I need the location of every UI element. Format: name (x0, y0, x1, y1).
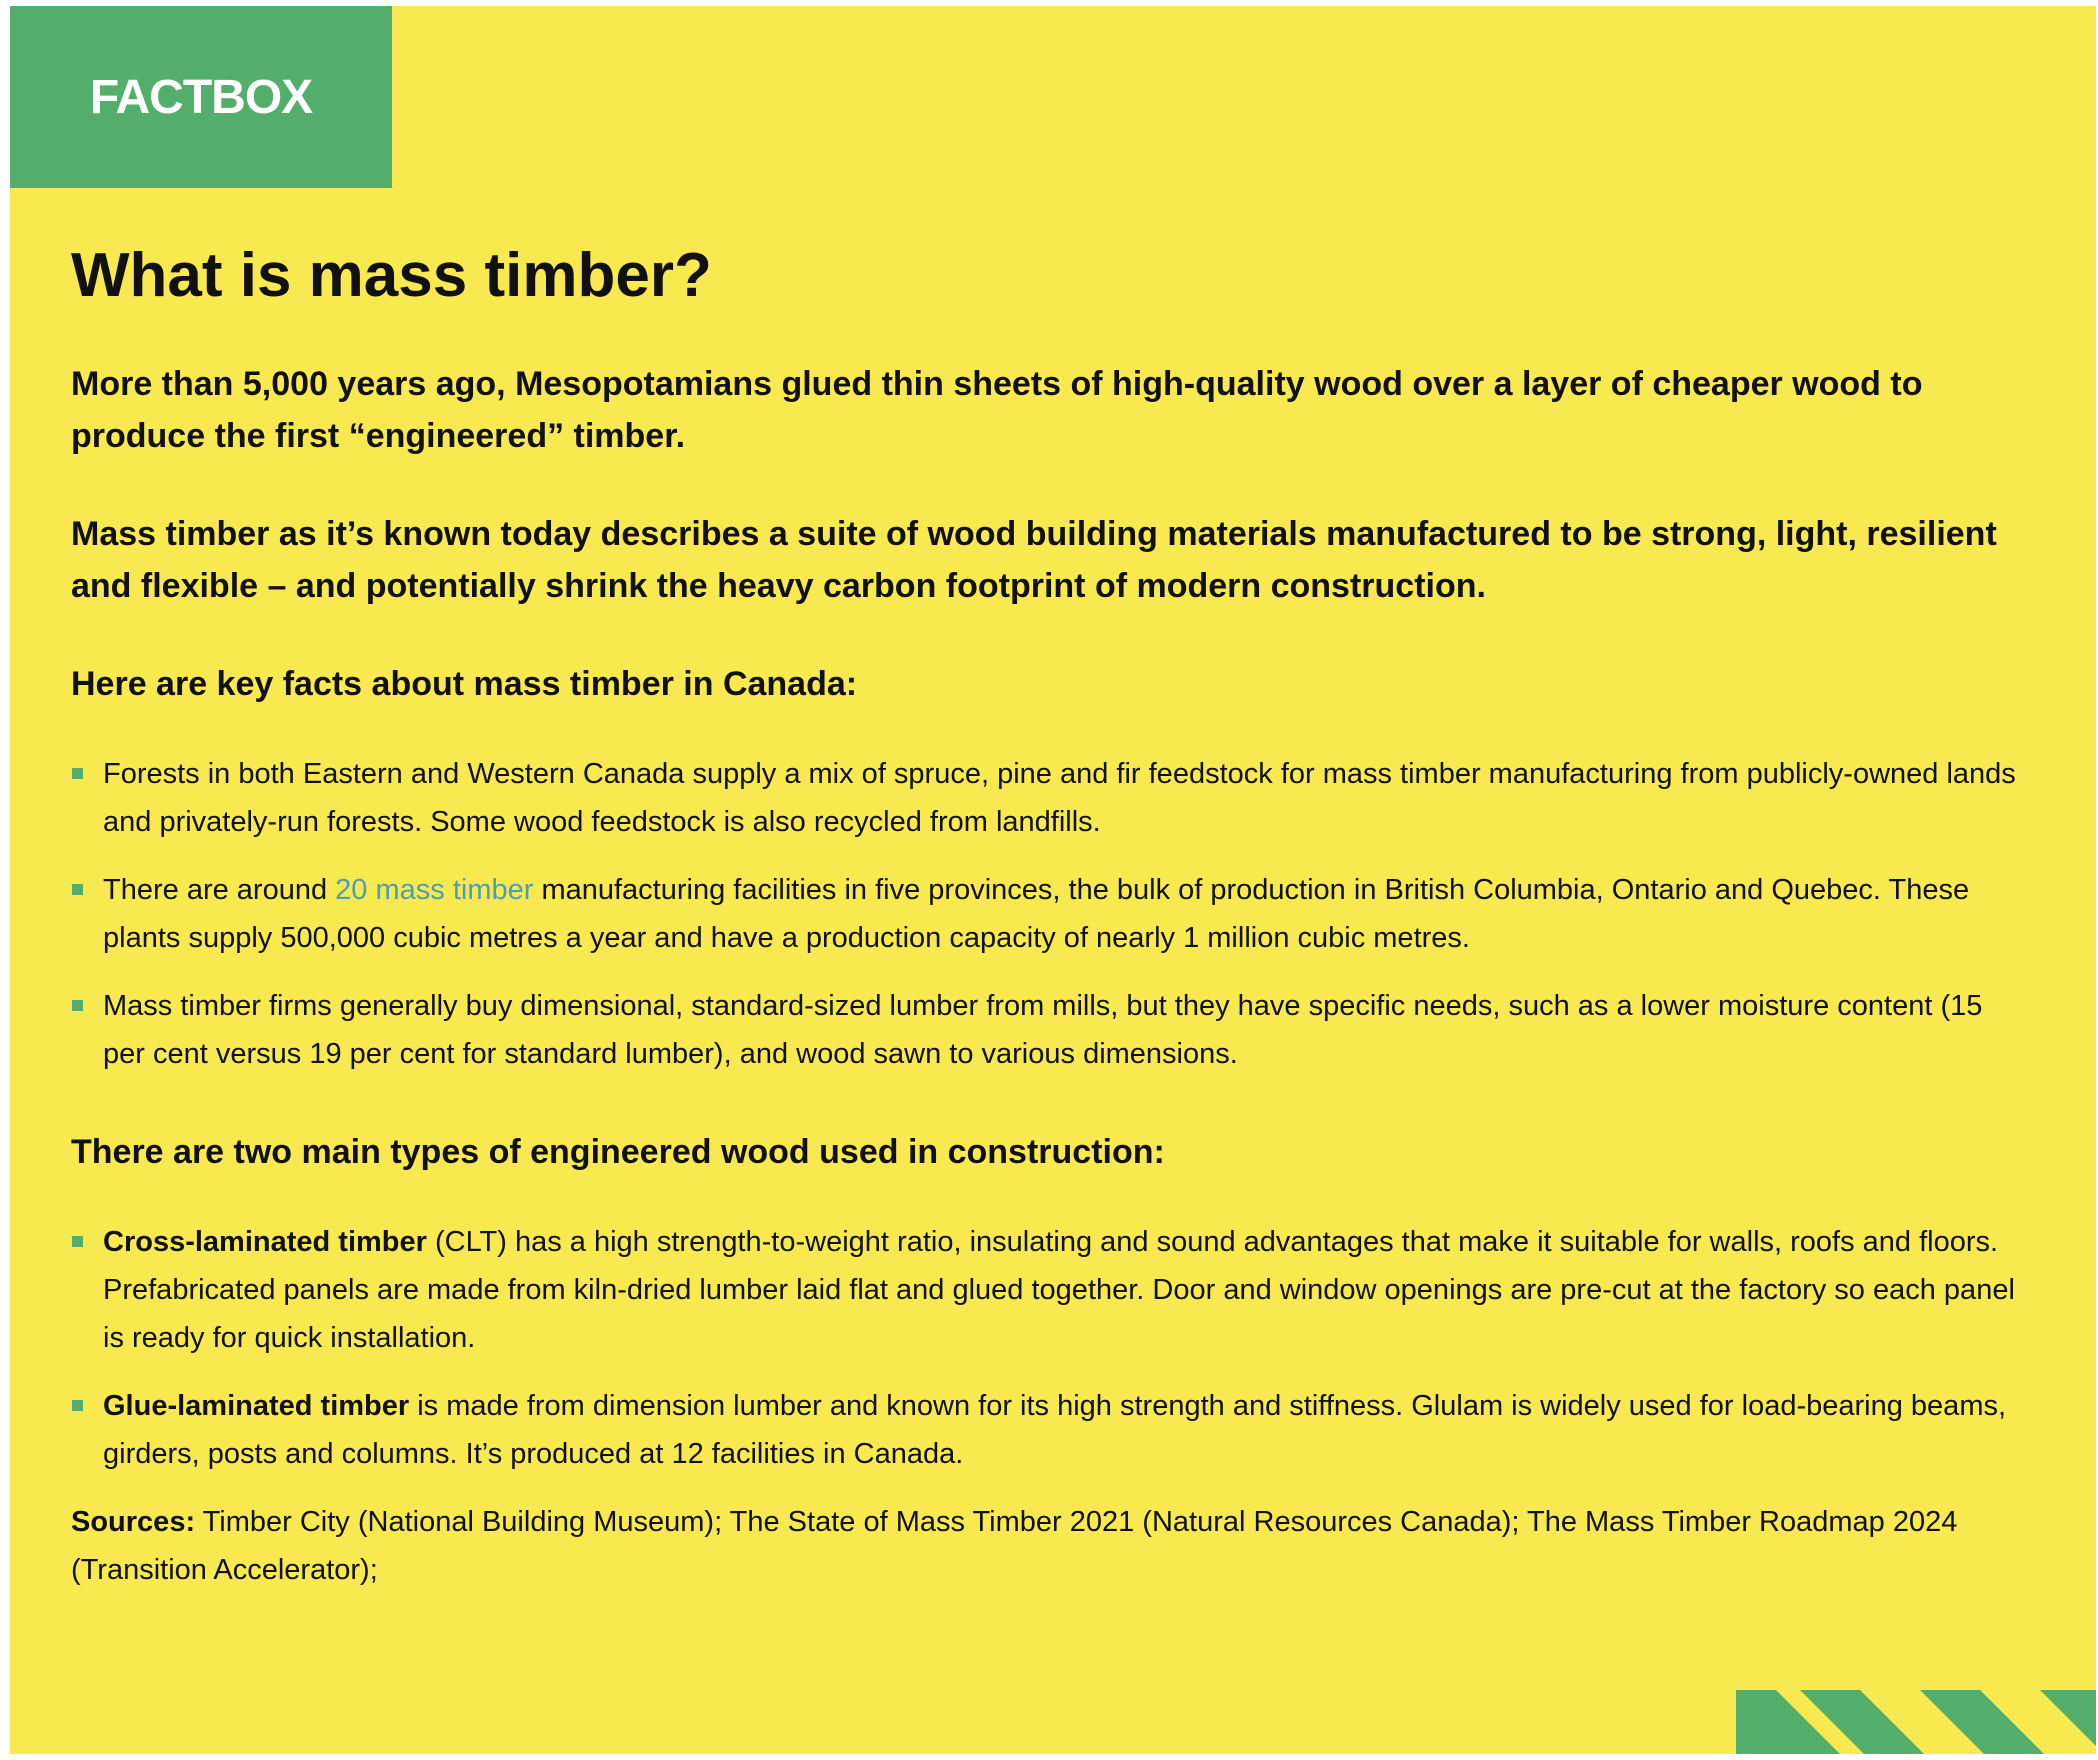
mass-timber-link[interactable]: 20 mass timber (335, 874, 534, 907)
list-item (71, 1218, 2031, 1362)
type-term: Glue-laminated timber (103, 1390, 410, 1423)
factbox-content (71, 242, 2031, 1623)
intro-paragraph-2: Mass timber as it’s known today describes a suite of wood building materials manufactured to be strong, light, resilient and flexible – and potentially shrink the heavy carbon footprint of modern construction. (71, 515, 1997, 606)
sources-text: Timber City (National Building Museum); The State of Mass Timber 2021 (Natural Resources Canada); The Mass Timber Roadmap 2024 (Transition Accelerator); (71, 1506, 1958, 1587)
facts-list (71, 750, 2031, 1078)
types-list (71, 1218, 2031, 1478)
intro-paragraph-1: More than 5,000 years ago, Mesopotamians glued thin sheets of high-quality wood over a layer of cheaper wood to produce the first “engineered” timber. (71, 365, 1923, 456)
bullet-square-icon (72, 768, 83, 779)
sources (71, 1498, 2031, 1594)
bullet-square-icon (72, 1236, 83, 1247)
factbox-label: FACTBOX (89, 70, 313, 124)
bullet-square-icon (72, 1000, 83, 1011)
decorative-stripes-icon (1736, 1690, 2096, 1754)
list-item (71, 1382, 2031, 1478)
page-title: What is mass timber? (71, 241, 712, 310)
facts-heading: Here are key facts about mass timber in Canada: (71, 665, 858, 704)
list-item (71, 866, 2031, 962)
factbox-card (10, 6, 2096, 1754)
factbox-tag (10, 6, 392, 188)
bullet-square-icon (72, 884, 83, 895)
fact-text: Mass timber firms generally buy dimensional, standard-sized lumber from mills, but they have specific needs, such as a lower moisture content (15 per cent versus 19 per cent for standard lumber), and wood sawn to various dimensions. (103, 990, 1983, 1071)
fact-text: Forests in both Eastern and Western Canada supply a mix of spruce, pine and fir feedstock for mass timber manufacturing from publicly-owned lands and privately-run forests. Some wood feedstock is also recycled from landfills. (103, 758, 2016, 839)
bullet-square-icon (72, 1400, 83, 1411)
fact-text-after: manufacturing facilities in five provinces, the bulk of production in British Columbia, Ontario and Quebec. These plants supply 500,000 cubic metres a year and have a production capacity of nearly 1 million cubic metres. (103, 874, 1970, 955)
list-item (71, 982, 2031, 1078)
list-item (71, 750, 2031, 846)
type-description: is made from dimension lumber and known for its high strength and stiffness. Glulam is widely used for load-bearing beams, girders, posts and columns. It’s produced at 12 facilities in Canada. (103, 1390, 2007, 1471)
types-heading: There are two main types of engineered wood used in construction: (71, 1133, 1165, 1172)
type-term: Cross-laminated timber (103, 1226, 427, 1259)
fact-text-before: There are around (103, 874, 336, 907)
type-description: (CLT) has a high strength-to-weight ratio, insulating and sound advantages that make it suitable for walls, roofs and floors. Prefabricated panels are made from kiln-dried lumber laid flat and glued together. Door and window openings are pre-cut at the factory so each panel is ready for quick installation. (103, 1226, 2015, 1355)
sources-label: Sources: (71, 1506, 196, 1539)
